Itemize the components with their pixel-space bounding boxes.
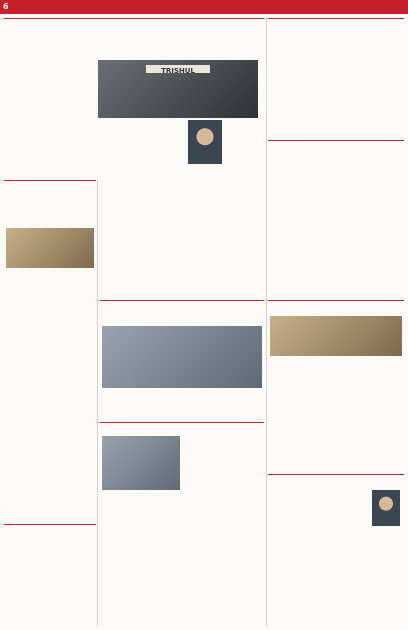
bottom-right-portrait xyxy=(372,490,400,526)
page-header-bar xyxy=(0,0,408,14)
column-rule xyxy=(266,18,267,626)
center-story-photo xyxy=(102,326,262,388)
left-story-photo xyxy=(6,228,94,268)
bottom-center-photo xyxy=(102,436,180,490)
column-rule xyxy=(97,180,98,626)
lead-inset-portrait xyxy=(188,120,222,164)
right-lower-photo xyxy=(270,316,402,356)
lead-photo-sign: TRISHUL xyxy=(146,65,210,73)
right-top-story xyxy=(268,18,404,139)
lead-photo xyxy=(98,60,258,118)
bottom-left-story xyxy=(4,524,96,625)
right-middle-story xyxy=(268,140,404,301)
page-number: 6 xyxy=(3,2,9,11)
